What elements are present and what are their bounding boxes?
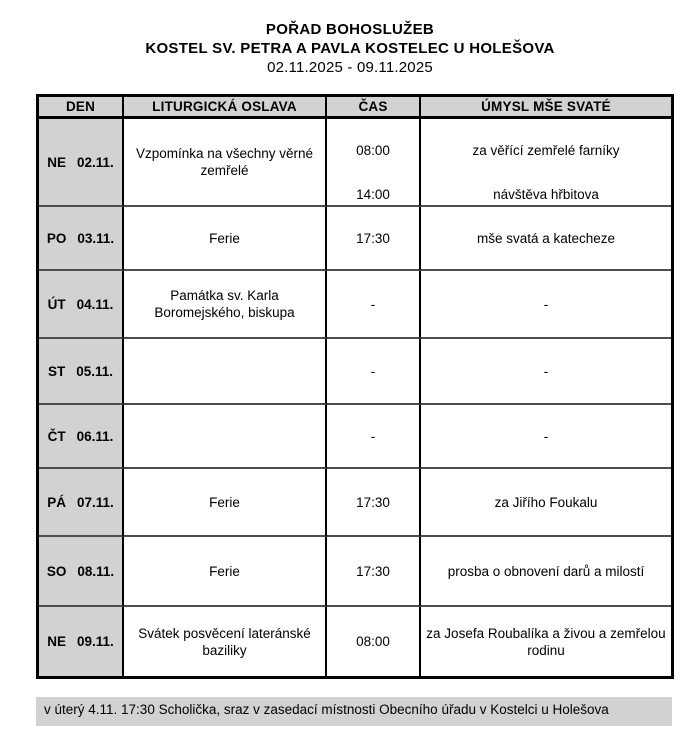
day-label <box>39 154 122 171</box>
date-range: 02.11.2025 - 09.11.2025 <box>267 59 433 76</box>
day-abbr: SO <box>46 563 67 579</box>
day-date: 07.11. <box>76 494 114 510</box>
celebration-cell <box>124 339 327 405</box>
day-cell <box>39 607 124 676</box>
day-abbr: ST <box>47 363 66 379</box>
day-abbr: ÚT <box>47 296 66 312</box>
table-row <box>39 537 671 607</box>
celebration-cell: Ferie <box>124 469 327 537</box>
day-cell <box>39 469 124 537</box>
table-row <box>39 119 671 207</box>
intention-cell: za Josefa Roubalíka a živou a zemřelou rodinu <box>426 625 666 658</box>
time-cell: 17:30 <box>327 207 421 271</box>
day-abbr: NE <box>47 154 66 170</box>
day-cell <box>39 119 124 207</box>
celebration-cell: Ferie <box>124 537 327 607</box>
table-row <box>39 405 671 469</box>
day-abbr: PO <box>46 230 67 246</box>
church-name: KOSTEL SV. PETRA A PAVLA KOSTELEC U HOLEŠOVA <box>145 40 555 57</box>
table-header <box>39 97 671 119</box>
intention-cell: mše svatá a katecheze <box>421 207 671 271</box>
celebration-cell: Svátek posvěcení lateránské baziliky <box>124 607 327 676</box>
time-cell <box>327 119 421 207</box>
celebration-cell: Památka sv. Karla Boromejského, biskupa <box>124 271 327 339</box>
day-abbr: PÁ <box>47 494 66 510</box>
time-cell: - <box>327 339 421 405</box>
header-row <box>39 97 671 119</box>
day-cell <box>39 271 124 339</box>
column-header-den: DEN <box>39 97 124 119</box>
day-label <box>39 633 122 650</box>
page-title: POŘAD BOHOSLUŽEB <box>265 21 435 38</box>
table-row <box>39 469 671 537</box>
table-row <box>39 339 671 405</box>
day-abbr: ČT <box>47 428 66 444</box>
time-cell: 17:30 <box>327 537 421 607</box>
intention-cell: - <box>421 339 671 405</box>
day-date: 02.11. <box>76 154 114 170</box>
day-date: 08.11. <box>77 563 115 579</box>
time-cell: - <box>327 271 421 339</box>
intention-cell: za Jiřího Foukalu <box>421 469 671 537</box>
intention-cell <box>421 119 671 207</box>
column-header-umysl: ÚMYSL MŠE SVATÉ <box>421 97 671 119</box>
announcement-note: v úterý 4.11. 17:30 Scholička, sraz v zasedací místnosti Obecního úřadu v Kostelci u Holešova <box>36 697 672 726</box>
day-cell <box>39 537 124 607</box>
day-cell <box>39 405 124 469</box>
day-date: 03.11. <box>77 230 115 246</box>
time-entry: 08:00 <box>356 143 390 158</box>
day-cell <box>39 207 124 271</box>
schedule-table <box>36 94 674 679</box>
time-cell: 17:30 <box>327 469 421 537</box>
column-header-liturgicka-oslava: LITURGICKÁ OSLAVA <box>124 97 327 119</box>
day-label <box>39 494 122 511</box>
intention-entry: návštěva hřbitova <box>493 187 599 202</box>
time-entry: 14:00 <box>356 187 390 202</box>
celebration-cell: Ferie <box>124 207 327 271</box>
day-cell <box>39 339 124 405</box>
day-label <box>39 363 122 380</box>
day-date: 05.11. <box>76 363 114 379</box>
day-label <box>39 563 122 580</box>
day-date: 04.11. <box>76 296 114 312</box>
intention-cell: - <box>421 271 671 339</box>
document-header <box>0 0 700 77</box>
day-date: 06.11. <box>76 428 114 444</box>
time-cell: - <box>327 405 421 469</box>
day-abbr: NE <box>47 634 66 649</box>
table-row <box>39 207 671 271</box>
celebration-cell: Vzpomínka na všechny věrné zemřelé <box>124 119 327 207</box>
day-label <box>39 230 122 247</box>
time-cell: 08:00 <box>327 607 421 676</box>
table-row <box>39 607 671 676</box>
day-label <box>39 296 122 313</box>
intention-cell: prosba o obnovení darů a milostí <box>421 537 671 607</box>
day-label <box>39 428 122 445</box>
intention-cell: - <box>421 405 671 469</box>
table-row <box>39 271 671 339</box>
celebration-cell <box>124 405 327 469</box>
intention-entry: za věřící zemřelé farníky <box>472 143 620 158</box>
table-body <box>39 119 671 676</box>
day-date: 09.11. <box>76 634 114 649</box>
column-header-cas: ČAS <box>327 97 421 119</box>
